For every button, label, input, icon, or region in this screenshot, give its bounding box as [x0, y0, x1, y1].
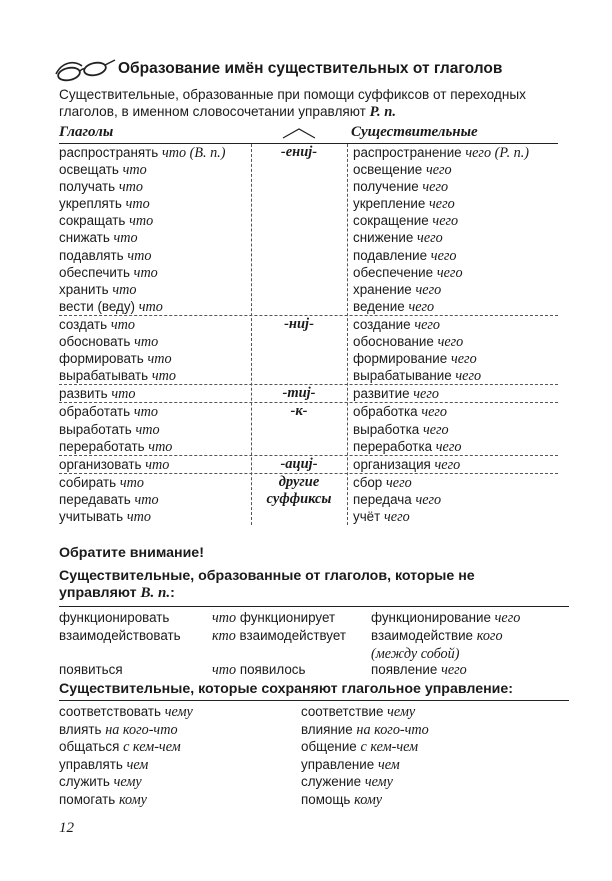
- noun-text: выработка: [353, 421, 420, 437]
- noun-government: чего: [430, 247, 457, 264]
- noun-cell: [353, 474, 412, 492]
- section3-row: [59, 773, 569, 791]
- noun-government: чего (Р. п.): [465, 145, 530, 161]
- verb-text: получать: [59, 179, 116, 195]
- verb-cell: [59, 385, 135, 403]
- noun-text: обеспечение: [353, 264, 434, 280]
- example-text: появилось: [239, 661, 306, 677]
- noun-cell: [353, 438, 461, 456]
- verb-text: помогать: [59, 791, 116, 807]
- verb-text: хранить: [59, 281, 109, 297]
- section3-row: [59, 791, 569, 809]
- noun-text: укрепление: [353, 196, 426, 212]
- noun-text: взаимодействие: [371, 627, 473, 643]
- verb-cell: [59, 298, 163, 316]
- verb-government: что: [125, 196, 150, 213]
- verb-cell: [59, 144, 225, 162]
- verb-government: что: [127, 247, 152, 264]
- noun-text: управление: [301, 756, 375, 772]
- verb-cell: [59, 212, 153, 230]
- verb-cell: [59, 474, 144, 492]
- noun-cell: [353, 491, 441, 509]
- noun-cell: [371, 627, 503, 663]
- verb-text: вырабатывать: [59, 368, 149, 384]
- section3-row: [59, 703, 569, 721]
- verb-cell: [59, 247, 152, 265]
- noun-text: передача: [353, 491, 412, 507]
- table-group: [59, 403, 558, 455]
- section2-heading: [59, 568, 479, 602]
- noun-text: сокращение: [353, 213, 429, 229]
- noun-cell: [353, 212, 458, 230]
- section3-heading: Существительные, которые сохраняют глагольное управление:: [59, 681, 514, 697]
- verb-text: учитывать: [59, 508, 124, 524]
- noun-government: кому: [354, 791, 383, 808]
- table-header: [59, 123, 558, 144]
- noun-cell: [353, 350, 477, 368]
- noun-government: чего: [386, 474, 412, 491]
- table-body: [59, 144, 558, 525]
- verb-text: переработать: [59, 438, 145, 454]
- section3-row: [59, 721, 569, 739]
- table-row: [59, 161, 558, 178]
- verb-government: чему: [113, 774, 142, 791]
- noun-cell: [301, 703, 415, 721]
- verb-cell: [59, 316, 135, 334]
- noun-government: чего: [417, 230, 443, 247]
- noun-government: чего: [434, 456, 461, 473]
- noun-government: чего: [415, 281, 442, 298]
- noun-text: освещение: [353, 162, 423, 178]
- noun-text: переработка: [353, 438, 433, 454]
- noun-government: чего: [450, 351, 477, 368]
- table-group: [59, 385, 558, 403]
- noun-cell: [301, 791, 382, 809]
- verb-cell: [59, 367, 176, 385]
- noun-text: организация: [353, 456, 431, 472]
- section3-row: [59, 738, 569, 756]
- verb-government: что: [129, 213, 154, 230]
- section3-table: [59, 700, 569, 809]
- verb-cell: [59, 161, 147, 179]
- verb-text: распространять: [59, 145, 159, 160]
- table-row: [59, 316, 558, 333]
- noun-cell: [353, 403, 447, 421]
- verb-text: взаимодействовать: [59, 627, 181, 643]
- page-number: 12: [59, 820, 74, 836]
- table-row: [59, 367, 558, 384]
- noun-government: кого: [476, 627, 503, 644]
- verb-cell: [59, 756, 148, 774]
- verb-government: что: [110, 316, 135, 333]
- header-nouns: Существительные: [351, 124, 478, 140]
- verb-government: чем: [126, 756, 149, 773]
- verb-cell: [59, 350, 172, 368]
- table-row: [59, 403, 558, 420]
- verb-government: что: [145, 456, 170, 473]
- noun-text: распространение: [353, 145, 462, 160]
- verb-text: сокращать: [59, 213, 126, 229]
- section3-row: [59, 756, 569, 774]
- header-verbs: Глаголы: [59, 124, 114, 140]
- verb-text: обосновать: [59, 334, 131, 350]
- verb-government: что: [126, 508, 151, 525]
- verb-cell: [59, 195, 150, 213]
- noun-cell: [353, 421, 449, 439]
- noun-government: чему: [387, 704, 416, 720]
- noun-government: чего: [425, 162, 452, 179]
- section2-heading-text: Существительные, образованные от глаголов, которые не управляют: [59, 568, 475, 601]
- example-text: взаимодействует: [239, 627, 346, 643]
- example-government: кто: [212, 627, 236, 644]
- suffix-label: -тиj-: [282, 385, 316, 402]
- verb-cell: [59, 281, 136, 299]
- verb-cell: [59, 333, 158, 351]
- intro-case: Р. п.: [369, 104, 397, 120]
- attention-heading: Обратите внимание!: [59, 545, 204, 561]
- noun-government: с кем-чем: [360, 739, 419, 756]
- verb-government: что: [151, 368, 176, 385]
- verb-cell: [59, 421, 160, 439]
- verb-government: что: [112, 281, 137, 298]
- table-row: [59, 264, 558, 281]
- noun-government: чего: [414, 316, 441, 333]
- table-row: [59, 385, 558, 402]
- suffix-label: -ациj-: [280, 455, 318, 472]
- suffix-label: -ниj-: [284, 315, 314, 332]
- verb-government: что: [119, 474, 144, 491]
- verb-cell: [59, 508, 151, 526]
- verb-text: служить: [59, 774, 110, 790]
- noun-text: помощь: [301, 791, 351, 807]
- noun-cell: [301, 721, 429, 739]
- table-row: [59, 333, 558, 350]
- verb-text: организовать: [59, 456, 142, 472]
- noun-cell: [353, 316, 440, 334]
- verb-text: освещать: [59, 162, 119, 178]
- noun-government: чего: [422, 179, 449, 196]
- verb-cell: [59, 491, 159, 509]
- noun-text: создание: [353, 316, 411, 332]
- noun-government: чему: [364, 774, 393, 791]
- verb-cell: [59, 738, 181, 756]
- noun-text: влияние: [301, 721, 353, 737]
- suffix-arc-icon: [281, 126, 317, 140]
- noun-cell: [353, 264, 463, 282]
- noun-cell: [301, 773, 393, 791]
- verb-cell: [59, 456, 169, 474]
- noun-government: чего: [494, 610, 521, 626]
- verb-government: что: [133, 264, 158, 281]
- table-row: [59, 195, 558, 212]
- section2-row: [59, 609, 569, 627]
- noun-text: служение: [301, 774, 362, 790]
- noun-government: чего: [422, 421, 449, 438]
- noun-government: чем: [377, 756, 400, 773]
- noun-government: чего: [432, 213, 459, 230]
- noun-text: вырабатывание: [353, 368, 452, 384]
- table-group: [59, 316, 558, 385]
- table-row: [59, 491, 558, 508]
- section2-heading-case: В. п.: [140, 585, 171, 601]
- noun-cell: [353, 333, 463, 351]
- example-text: функционирует: [239, 610, 336, 625]
- suffix-label: -к-: [290, 403, 308, 420]
- suffix-table: [59, 123, 558, 525]
- table-row: [59, 421, 558, 438]
- table-group: [59, 456, 558, 474]
- verb-cell: [59, 403, 158, 421]
- intro-text: Существительные, образованные при помощи суффиксов от переходных глаголов, в именном словосочетании управляют: [59, 87, 526, 119]
- verb-government: что: [134, 491, 159, 508]
- noun-text: появление: [371, 661, 438, 677]
- section2-table: [59, 606, 569, 678]
- noun-government-note: (между собой): [371, 645, 460, 662]
- verb-cell: [59, 438, 172, 456]
- verb-text: выработать: [59, 421, 132, 437]
- noun-text: подавление: [353, 247, 428, 263]
- noun-cell: [353, 247, 457, 265]
- noun-cell: [353, 298, 434, 316]
- table-row: [59, 474, 558, 491]
- noun-government: чего: [408, 298, 435, 315]
- noun-cell: [353, 195, 455, 213]
- verb-text: общаться: [59, 739, 120, 755]
- noun-cell: [301, 756, 400, 774]
- verb-cell: [59, 703, 193, 721]
- verb-text: влиять: [59, 721, 102, 737]
- verb-cell: [59, 773, 142, 791]
- noun-cell: [353, 281, 441, 299]
- suffix-label: другие: [278, 473, 320, 490]
- verb-government: что: [138, 298, 163, 315]
- verb-cell: [59, 721, 178, 739]
- noun-text: развитие: [353, 386, 410, 402]
- table-row: [59, 229, 558, 246]
- noun-government: чего: [415, 491, 442, 508]
- noun-cell: [353, 508, 410, 526]
- verb-government: что: [133, 404, 158, 421]
- noun-cell: [301, 738, 418, 756]
- noun-cell: [353, 144, 529, 162]
- section2-row: [59, 661, 569, 679]
- usage-example: [212, 627, 346, 645]
- noun-government: чего: [413, 386, 439, 403]
- noun-text: получение: [353, 179, 419, 195]
- noun-cell: [353, 178, 448, 196]
- table-row: [59, 350, 558, 367]
- verb-text: укреплять: [59, 196, 122, 212]
- verb-government: что: [134, 334, 159, 351]
- verb-government: что: [113, 230, 138, 247]
- noun-cell: [371, 661, 467, 679]
- verb-text: появиться: [59, 661, 123, 677]
- noun-government: чего: [429, 196, 455, 213]
- verb-text: функционировать: [59, 610, 170, 625]
- table-row: [59, 298, 558, 315]
- noun-cell: [353, 385, 439, 403]
- noun-government: чего: [441, 661, 467, 678]
- noun-text: общение: [301, 739, 357, 755]
- noun-text: ведение: [353, 298, 405, 314]
- verb-text: обеспечить: [59, 264, 130, 280]
- noun-government: чего: [436, 264, 463, 281]
- verb-cell: [59, 264, 158, 282]
- verb-text: соответствовать: [59, 704, 161, 719]
- intro-paragraph: [59, 86, 559, 121]
- section2-row: [59, 627, 569, 661]
- page-title: Образование имён существительных от глаголов: [118, 60, 503, 77]
- table-row: [59, 247, 558, 264]
- verb-government: чему: [164, 704, 193, 720]
- verb-text: обработать: [59, 404, 131, 420]
- table-row: [59, 281, 558, 298]
- noun-text: сбор: [353, 474, 383, 490]
- verb-government: что: [147, 351, 172, 368]
- noun-text: обработка: [353, 404, 418, 420]
- section2-heading-tail: :: [170, 585, 175, 601]
- noun-cell: [353, 367, 481, 385]
- suffix-label: суффиксы: [266, 490, 332, 507]
- verb-text: передавать: [59, 491, 131, 507]
- section-header: [54, 54, 574, 86]
- verb-cell: [59, 229, 138, 247]
- table-row: [59, 178, 558, 195]
- noun-cell: [371, 609, 520, 627]
- table-row: [59, 212, 558, 229]
- noun-text: хранение: [353, 281, 412, 297]
- noun-cell: [353, 161, 452, 179]
- noun-government: чего: [435, 438, 462, 455]
- noun-government: чего: [421, 404, 448, 421]
- verb-government: что: [122, 162, 147, 179]
- verb-government: что: [148, 438, 173, 455]
- usage-example: [212, 661, 305, 679]
- table-row: [59, 508, 558, 525]
- verb-cell: [59, 791, 147, 809]
- verb-text: создать: [59, 316, 108, 332]
- noun-government: на кого-что: [356, 721, 429, 738]
- verb-government: кому: [118, 791, 147, 808]
- verb-text: снижать: [59, 230, 110, 246]
- noun-government: чего: [455, 368, 482, 385]
- noun-cell: [353, 229, 443, 247]
- table-row: [59, 144, 558, 161]
- verb-government: что: [135, 421, 160, 438]
- verb-government: что (В. п.): [161, 145, 226, 161]
- noun-text: снижение: [353, 230, 414, 246]
- table-row: [59, 456, 558, 473]
- example-government: что: [212, 661, 237, 678]
- verb-text: вести (веду): [59, 298, 135, 314]
- noun-text: обоснование: [353, 334, 434, 350]
- noun-government: чего: [437, 334, 464, 351]
- table-group: [59, 144, 558, 316]
- noun-text: формирование: [353, 351, 448, 367]
- verb-text: управлять: [59, 756, 123, 772]
- table-row: [59, 438, 558, 455]
- verb-government: с кем-чем: [123, 739, 181, 756]
- verb-government: что: [118, 179, 143, 196]
- verb-government: на кого-что: [105, 721, 178, 738]
- verb-text: развить: [59, 386, 108, 402]
- noun-cell: [353, 456, 460, 474]
- verb-text: собирать: [59, 474, 117, 490]
- verb-text: формировать: [59, 351, 144, 367]
- noun-text: соответствие: [301, 704, 384, 719]
- verb-text: подавлять: [59, 247, 124, 263]
- glasses-icon: [54, 56, 116, 82]
- noun-text: функционирование: [371, 610, 491, 625]
- verb-cell: [59, 178, 143, 196]
- table-group: [59, 474, 558, 525]
- noun-text: учёт: [353, 508, 381, 524]
- verb-government: что: [111, 386, 136, 403]
- suffix-label: -ениj-: [280, 144, 318, 160]
- noun-government: чего: [384, 508, 410, 525]
- example-government: что: [212, 610, 237, 626]
- usage-example: [212, 609, 335, 627]
